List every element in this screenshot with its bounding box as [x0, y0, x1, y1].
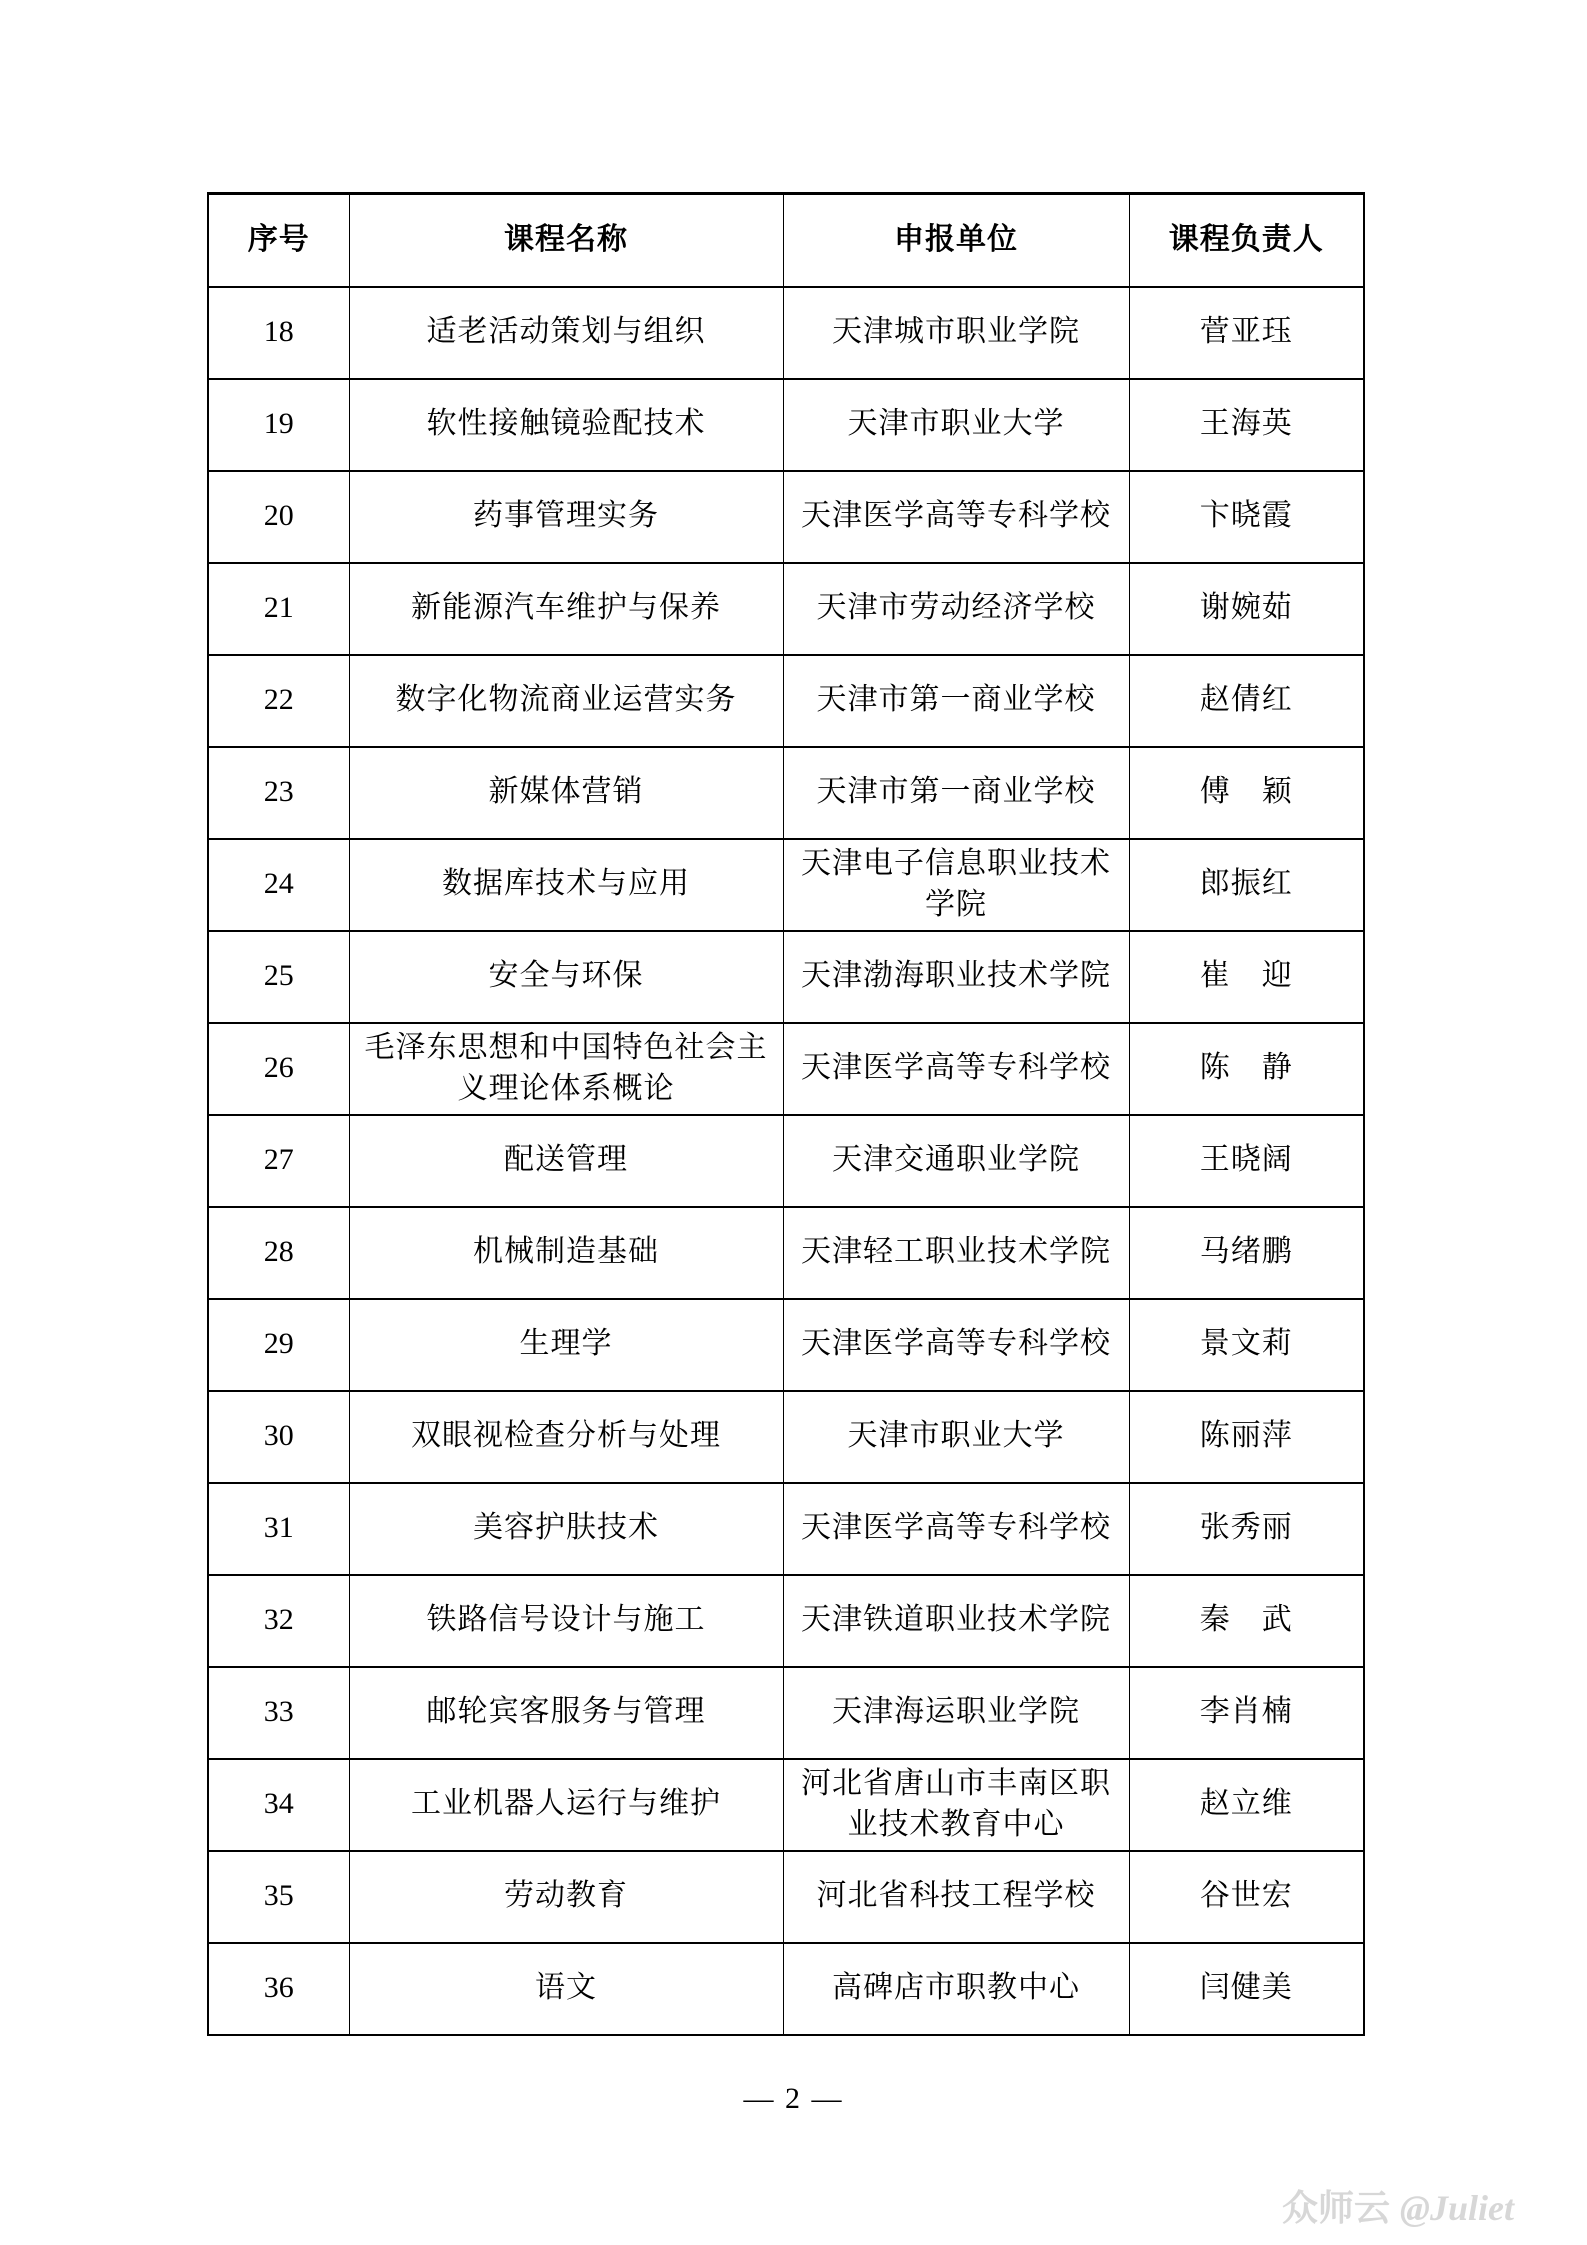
cell-leader: 谷世宏: [1129, 1851, 1364, 1943]
table-row: [208, 1207, 1364, 1299]
cell-course: 邮轮宾客服务与管理: [349, 1667, 783, 1759]
cell-course: 新媒体营销: [349, 747, 783, 839]
cell-unit: 河北省唐山市丰南区职业技术教育中心: [783, 1759, 1129, 1851]
cell-unit: 天津医学高等专科学校: [783, 1483, 1129, 1575]
cell-leader: 郎振红: [1129, 839, 1364, 931]
watermark: [1282, 2180, 1514, 2231]
table-row: [208, 471, 1364, 563]
cell-course: 数字化物流商业运营实务: [349, 655, 783, 747]
cell-unit: 高碑店市职教中心: [783, 1943, 1129, 2035]
page-number: — 2 —: [743, 2082, 844, 2115]
cell-course: 铁路信号设计与施工: [349, 1575, 783, 1667]
cell-unit: 天津市劳动经济学校: [783, 563, 1129, 655]
table-row: [208, 563, 1364, 655]
cell-no: 28: [208, 1207, 349, 1299]
cell-unit: 天津市第一商业学校: [783, 655, 1129, 747]
header-row: [208, 194, 1364, 287]
cell-unit: 河北省科技工程学校: [783, 1851, 1129, 1943]
cell-course: 工业机器人运行与维护: [349, 1759, 783, 1851]
cell-course: 美容护肤技术: [349, 1483, 783, 1575]
header-cell-course: 课程名称: [349, 194, 783, 287]
cell-course: 数据库技术与应用: [349, 839, 783, 931]
course-table: [207, 192, 1365, 2036]
header-cell-no: 序号: [208, 194, 349, 287]
cell-leader: 秦 武: [1129, 1575, 1364, 1667]
cell-unit: 天津市职业大学: [783, 1391, 1129, 1483]
cell-leader: 闫健美: [1129, 1943, 1364, 2035]
cell-course: 语文: [349, 1943, 783, 2035]
table-row: [208, 747, 1364, 839]
cell-no: 21: [208, 563, 349, 655]
table-row: [208, 1759, 1364, 1851]
watermark-brand: 众师云: [1282, 2187, 1391, 2228]
table-row: [208, 1575, 1364, 1667]
cell-leader: 卞晓霞: [1129, 471, 1364, 563]
header-cell-leader: 课程负责人: [1129, 194, 1364, 287]
cell-leader: 马绪鹏: [1129, 1207, 1364, 1299]
table-row: [208, 1943, 1364, 2035]
table-row: [208, 1483, 1364, 1575]
cell-leader: 王海英: [1129, 379, 1364, 471]
cell-no: 31: [208, 1483, 349, 1575]
table-row: [208, 839, 1364, 931]
cell-leader: 谢婉茹: [1129, 563, 1364, 655]
course-table-body: [208, 287, 1364, 2035]
cell-unit: 天津渤海职业技术学院: [783, 931, 1129, 1023]
table-row: [208, 1391, 1364, 1483]
cell-no: 20: [208, 471, 349, 563]
cell-no: 23: [208, 747, 349, 839]
cell-no: 29: [208, 1299, 349, 1391]
cell-no: 33: [208, 1667, 349, 1759]
cell-course: 配送管理: [349, 1115, 783, 1207]
cell-leader: 赵立维: [1129, 1759, 1364, 1851]
cell-unit: 天津医学高等专科学校: [783, 1299, 1129, 1391]
cell-no: 32: [208, 1575, 349, 1667]
cell-leader: 王晓阔: [1129, 1115, 1364, 1207]
cell-no: 27: [208, 1115, 349, 1207]
table-row: [208, 1299, 1364, 1391]
cell-leader: 景文莉: [1129, 1299, 1364, 1391]
cell-course: 双眼视检查分析与处理: [349, 1391, 783, 1483]
cell-unit: 天津城市职业学院: [783, 287, 1129, 379]
cell-leader: 陈丽萍: [1129, 1391, 1364, 1483]
cell-no: 30: [208, 1391, 349, 1483]
table-row: [208, 1115, 1364, 1207]
cell-course: 新能源汽车维护与保养: [349, 563, 783, 655]
table-row: [208, 655, 1364, 747]
cell-course: 生理学: [349, 1299, 783, 1391]
cell-unit: 天津轻工职业技术学院: [783, 1207, 1129, 1299]
cell-leader: 陈 静: [1129, 1023, 1364, 1115]
cell-no: 26: [208, 1023, 349, 1115]
cell-leader: 崔 迎: [1129, 931, 1364, 1023]
cell-course: 机械制造基础: [349, 1207, 783, 1299]
cell-leader: 傅 颖: [1129, 747, 1364, 839]
cell-no: 22: [208, 655, 349, 747]
cell-no: 34: [208, 1759, 349, 1851]
course-table-header: [208, 194, 1364, 287]
cell-no: 18: [208, 287, 349, 379]
cell-unit: 天津铁道职业技术学院: [783, 1575, 1129, 1667]
cell-leader: 张秀丽: [1129, 1483, 1364, 1575]
table-row: [208, 379, 1364, 471]
cell-course: 适老活动策划与组织: [349, 287, 783, 379]
table-row: [208, 1667, 1364, 1759]
cell-unit: 天津市第一商业学校: [783, 747, 1129, 839]
table-row: [208, 931, 1364, 1023]
cell-course: 劳动教育: [349, 1851, 783, 1943]
header-cell-unit: 申报单位: [783, 194, 1129, 287]
cell-unit: 天津医学高等专科学校: [783, 1023, 1129, 1115]
table-row: [208, 1023, 1364, 1115]
cell-no: 35: [208, 1851, 349, 1943]
cell-course: 药事管理实务: [349, 471, 783, 563]
cell-no: 19: [208, 379, 349, 471]
cell-no: 24: [208, 839, 349, 931]
table-row: [208, 287, 1364, 379]
cell-unit: 天津海运职业学院: [783, 1667, 1129, 1759]
cell-course: 毛泽东思想和中国特色社会主义理论体系概论: [349, 1023, 783, 1115]
table-row: [208, 1851, 1364, 1943]
watermark-handle: @Juliet: [1400, 2188, 1514, 2228]
cell-no: 36: [208, 1943, 349, 2035]
cell-unit: 天津电子信息职业技术学院: [783, 839, 1129, 931]
cell-leader: 菅亚珏: [1129, 287, 1364, 379]
cell-unit: 天津市职业大学: [783, 379, 1129, 471]
cell-leader: 赵倩红: [1129, 655, 1364, 747]
cell-unit: 天津医学高等专科学校: [783, 471, 1129, 563]
cell-course: 安全与环保: [349, 931, 783, 1023]
cell-leader: 李肖楠: [1129, 1667, 1364, 1759]
cell-unit: 天津交通职业学院: [783, 1115, 1129, 1207]
cell-course: 软性接触镜验配技术: [349, 379, 783, 471]
cell-no: 25: [208, 931, 349, 1023]
